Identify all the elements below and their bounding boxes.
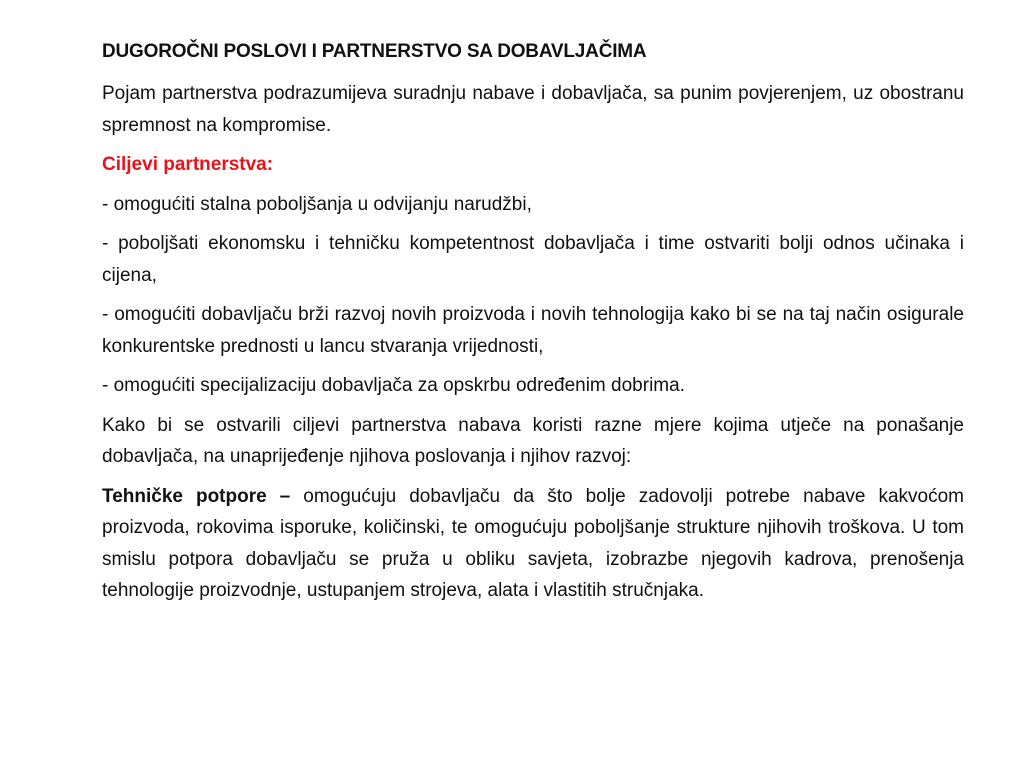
goal-item-2: - poboljšati ekonomsku i tehničku kompetentnost dobavljača i time ostvariti bolji odnos učinaka i cijena, xyxy=(102,233,964,286)
goals-heading: Ciljevi partnerstva: xyxy=(102,154,274,175)
intro-paragraph: Pojam partnerstva podrazumijeva suradnju nabave i dobavljača, sa punim povjerenjem, uz obostranu spremnost na kompromise. xyxy=(102,83,964,136)
technical-support-text: omogućuju dobavljaču da što bolje zadovolji potrebe nabave kakvoćom proizvoda, rokovima isporuke, količinski, te omogućuju poboljšanje strukture njihovih troškova. U tom smislu potpora dobavljaču se pruža u obliku savjeta, izobrazbe njegovih kadrova, prenošenja tehnologije proizvodnje, ustupanjem strojeva, alata i vlastitih stručnjaka. xyxy=(102,485,964,601)
slide-title: DUGOROČNI POSLOVI I PARTNERSTVO SA DOBAVLJAČIMA xyxy=(102,41,647,62)
technical-support-paragraph xyxy=(102,481,964,607)
technical-support-term: Tehničke potpore – xyxy=(102,485,291,507)
goal-item-3: - omogućiti dobavljaču brži razvoj novih proizvoda i novih tehnologija kako bi se na taj način osigurale konkurentske prednosti u lancu stvaranja vrijednosti, xyxy=(102,304,964,357)
goal-item-1: - omogućiti stalna poboljšanja u odvijanju narudžbi, xyxy=(102,193,532,215)
measures-intro-paragraph: Kako bi se ostvarili ciljevi partnerstva nabava koristi razne mjere kojima utječe na ponašanje dobavljača, na unaprijeđenje njihova poslovanja i njihov razvoj: xyxy=(102,414,964,467)
goal-item-4: - omogućiti specijalizaciju dobavljača za opskrbu određenim dobrima. xyxy=(102,375,685,396)
